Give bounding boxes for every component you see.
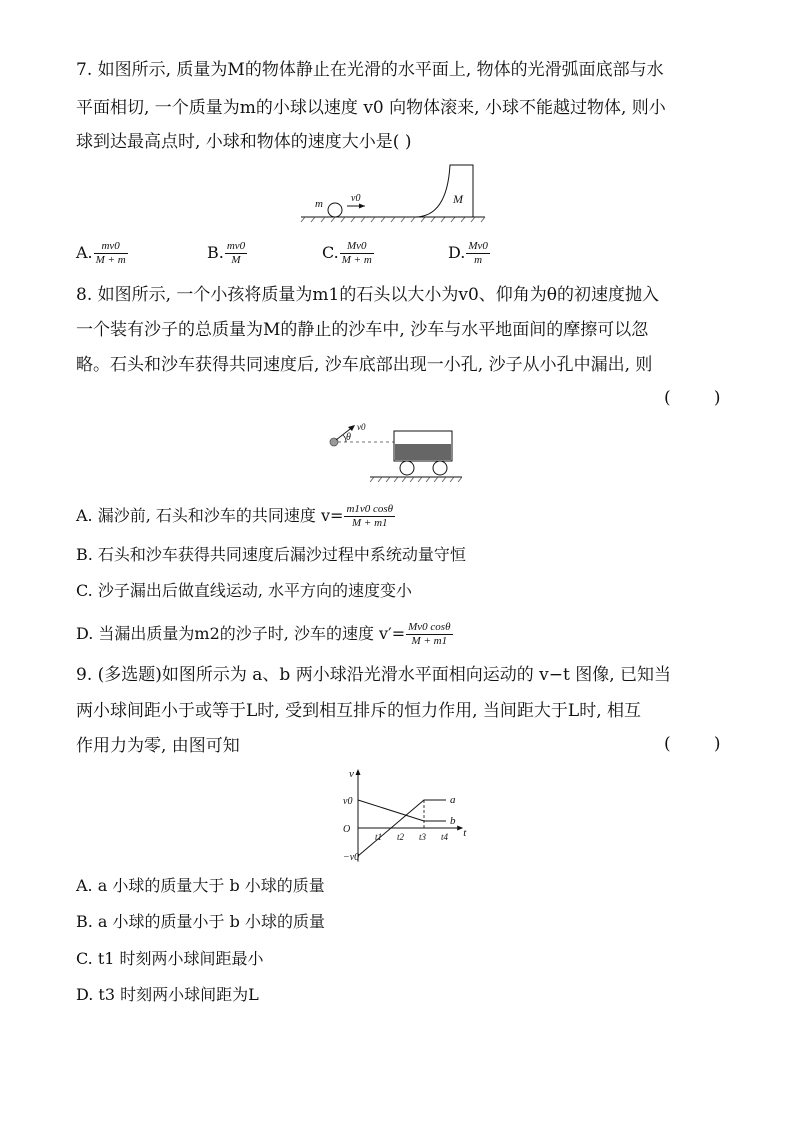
- x-tick-t3: t3: [419, 832, 427, 842]
- x-axis-label: t: [463, 827, 467, 839]
- q8-sand: [395, 444, 451, 460]
- q8-figure: [324, 422, 464, 484]
- q7-option-c: C. $\frac{Mv0}{M + m}$: [322, 240, 372, 266]
- y-axis-label: v: [349, 768, 354, 780]
- q9-line-3: 作用力为零, 由图可知: [76, 736, 240, 756]
- q8-angle-label: θ: [346, 432, 351, 443]
- q8-option-c: C. 沙子漏出后做直线运动, 水平方向的速度变小: [76, 581, 413, 600]
- v-axis-arrow: [356, 769, 361, 775]
- q8-option-d: D. 当漏出质量为m2的沙子时, 沙车的速度 v′= $\frac{Mv0 \cos\theta}{M + m1}$: [76, 621, 451, 647]
- q7-figure: [295, 165, 495, 225]
- q7-line-1: 7. 如图所示, 质量为M的物体静止在光滑的水平面上, 物体的光滑弧面底部与水: [76, 60, 664, 80]
- q7-line-3: 球到达最高点时, 小球和物体的速度大小是( ): [76, 132, 412, 152]
- q7-ball: [328, 203, 342, 217]
- q7-velocity-label: v0: [351, 193, 361, 204]
- y-tick-3: −v0: [343, 852, 360, 863]
- q8-answer-paren: ( ): [664, 388, 721, 408]
- q9-answer-paren: ( ): [664, 734, 721, 754]
- q9-line-2: 两小球间距小于或等于L时, 受到相互排斥的恒力作用, 当间距大于L时, 相互: [76, 701, 641, 721]
- q7-option-a: A. $\frac{mv0}{M + m}$: [76, 240, 126, 266]
- q8-line-1: 8. 如图所示, 一个小孩将质量为m1的石头以大小为v0、仰角为θ的初速度抛入: [76, 285, 660, 305]
- q7-option-d: D. $\frac{Mv0}{m}$: [448, 240, 488, 266]
- series-a-label: a: [450, 794, 456, 806]
- y-tick-2: O: [343, 824, 351, 835]
- q8-velocity-label: v0: [357, 422, 366, 432]
- q9-option-b: B. a 小球的质量小于 b 小球的质量: [76, 912, 325, 931]
- q8-line-2: 一个装有沙子的总质量为M的静止的沙车中, 沙车与水平地面间的摩擦可以忽: [76, 320, 649, 340]
- series-b-label: b: [450, 815, 456, 827]
- q7-block-label: M: [453, 192, 463, 206]
- q8-option-a: A. 漏沙前, 石头和沙车的共同速度 v= $\frac{m1v0 \cos\theta}{M + m1}$: [76, 503, 394, 529]
- q7-line-2: 平面相切, 一个质量为m的小球以速度 v0 向物体滚来, 小球不能越过物体, 则小: [76, 98, 666, 118]
- y-tick-1: v0: [343, 796, 353, 807]
- q7-option-b: B. $\frac{mv0}{M}$: [207, 240, 246, 266]
- x-tick-t1: t1: [375, 832, 383, 842]
- x-tick-t2: t2: [397, 832, 405, 842]
- series-b-line: [358, 800, 446, 821]
- q8-line-3: 略。石头和沙车获得共同速度后, 沙车底部出现一小孔, 沙子从小孔中漏出, 则: [76, 355, 653, 375]
- q7-block: [415, 165, 473, 217]
- vt-chart: [330, 768, 470, 863]
- q9-option-a: A. a 小球的质量大于 b 小球的质量: [76, 876, 325, 895]
- q9-line-1: 9. (多选题)如图所示为 a、b 两小球沿光滑水平面相向运动的 v−t 图像, 已知当: [76, 665, 672, 685]
- q9-option-c: C. t1 时刻两小球间距最小: [76, 949, 264, 968]
- q9-option-d: D. t3 时刻两小球间距为L: [76, 985, 259, 1004]
- x-tick-t4: t4: [441, 832, 449, 842]
- q8-option-b: B. 石头和沙车获得共同速度后漏沙过程中系统动量守恒: [76, 545, 466, 564]
- q7-ball-label: m: [315, 198, 323, 210]
